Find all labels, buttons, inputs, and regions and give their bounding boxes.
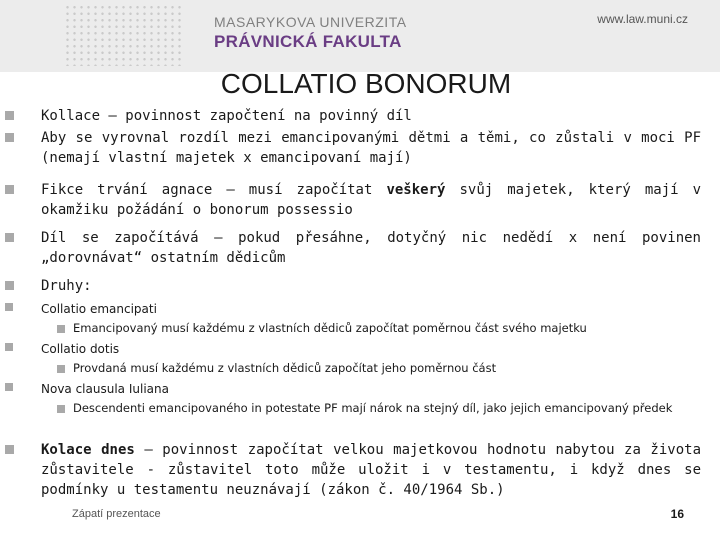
text-run: Druhy: (41, 278, 92, 294)
bullet-text (41, 180, 701, 220)
text-run: Collatio emancipati (41, 302, 157, 316)
text-run: Aby se vyrovnal rozdíl mezi emancipovanými dětmi a těmi, co zůstali v moci PF (nemají vlastní majetek x emancipovaní mají) (41, 130, 701, 166)
bullet-text (41, 339, 701, 359)
header-band (0, 0, 720, 72)
bullet-text (41, 379, 701, 399)
bullet-text (41, 228, 701, 268)
square-bullet-icon (5, 303, 13, 311)
text-run: Collatio dotis (41, 342, 120, 356)
square-bullet-icon (5, 111, 14, 120)
bold-text: veškerý (386, 182, 446, 198)
text-run: Kollace – povinnost započtení na povinný díl (41, 108, 412, 124)
text-run: Descendenti emancipovaného in potestate PF mají nárok na stejný díl, jako jejich emancipovaný předek (73, 401, 673, 415)
square-bullet-icon (5, 185, 14, 194)
university-name: MASARYKOVA UNIVERZITA (214, 14, 407, 30)
slide-title: COLLATIO BONORUM (220, 68, 512, 99)
square-bullet-icon (57, 365, 65, 373)
logo-dot-pattern-icon (64, 4, 182, 66)
square-bullet-icon (5, 133, 14, 142)
square-bullet-icon (5, 343, 13, 351)
bullet-text (41, 299, 701, 319)
page-number: 16 (670, 507, 684, 521)
bullet-text (73, 319, 703, 337)
square-bullet-icon (57, 325, 65, 333)
text-run: Fikce trvání agnace – musí započítat (41, 182, 387, 198)
bullet-text (73, 359, 703, 377)
bullet-text (41, 128, 701, 168)
text-run: svůj majetek, který mají v okamžiku požádání o bonorum possessio (41, 182, 701, 218)
square-bullet-icon (57, 405, 65, 413)
text-run: – povinnost započítat velkou majetkovou hodnotu nabytou za života zůstavitele - zůstavitel toto může uložit i v testamentu, i když dnes se podmínky u testamentu neuznávají (zákon č. 40/1964 Sb.) (41, 442, 702, 498)
square-bullet-icon (5, 445, 14, 454)
faculty-name: PRÁVNICKÁ FAKULTA (214, 32, 402, 51)
text-run: Nova clausula Iuliana (41, 382, 169, 396)
bold-text: Kolace dnes (41, 442, 135, 458)
bullet-text (41, 106, 701, 126)
bullet-text (41, 276, 701, 296)
bullet-text (41, 440, 701, 500)
site-url[interactable]: www.law.muni.cz (597, 12, 688, 26)
text-run: Emancipovaný musí každému z vlastních dědiců započítat poměrnou část svého majetku (73, 321, 587, 335)
footer-text: Zápatí prezentace (72, 508, 161, 520)
square-bullet-icon (5, 233, 14, 242)
text-run: Díl se započítává – pokud přesáhne, dotyčný nic nedědí x není povinen „dorovnávat“ ostatním dědicům (41, 230, 701, 266)
text-run: Provdaná musí každému z vlastních dědiců započítat jeho poměrnou část (73, 361, 497, 375)
bullet-text (73, 399, 703, 417)
square-bullet-icon (5, 281, 14, 290)
square-bullet-icon (5, 383, 13, 391)
